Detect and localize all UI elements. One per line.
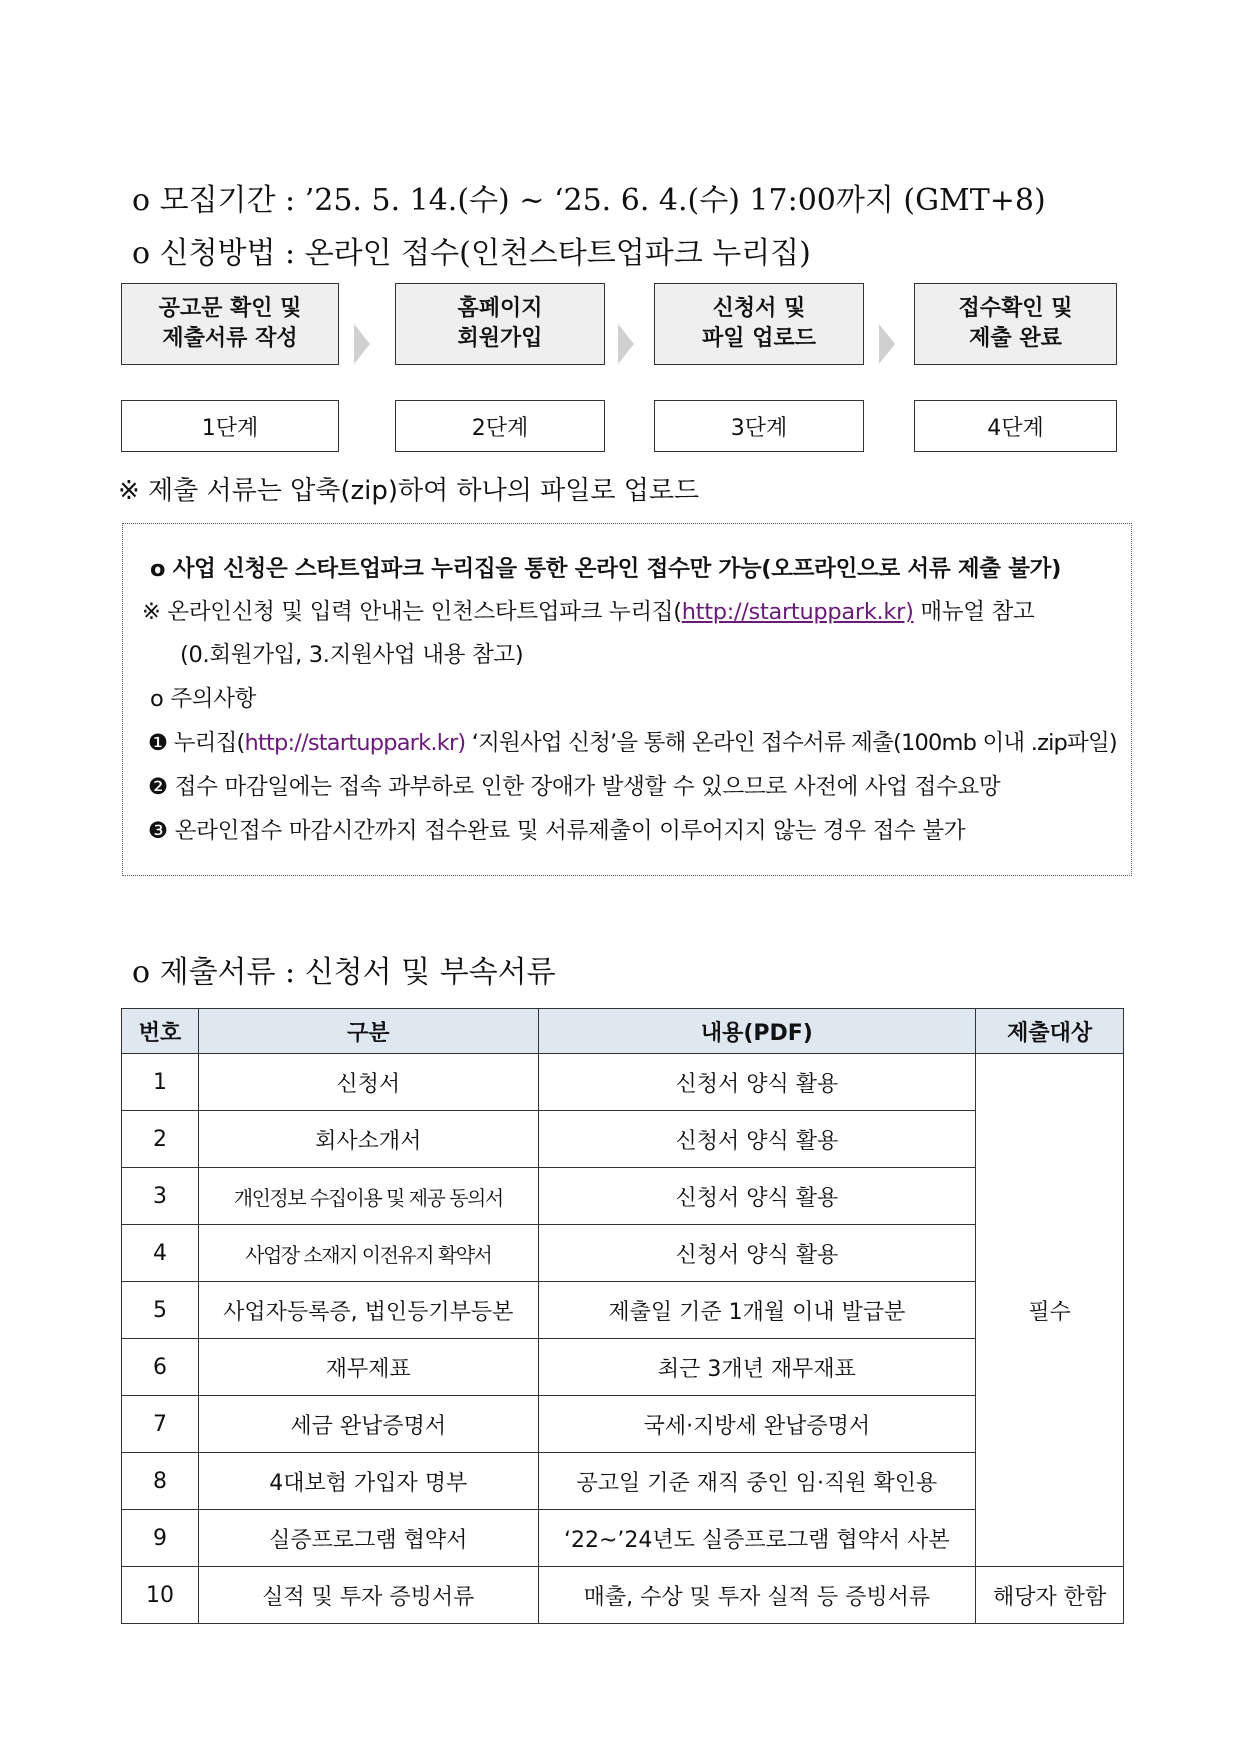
notice-online-only: o 사업 신청은 스타트업파크 누리집을 통한 온라인 접수만 가능(오프라인으로 서류 제출 불가) bbox=[150, 556, 1062, 582]
row-content: 신청서 양식 활용 bbox=[538, 1225, 976, 1282]
arrow-right-icon bbox=[616, 318, 638, 370]
row-no: 5 bbox=[122, 1282, 199, 1339]
number-3-icon: ❸ bbox=[148, 818, 168, 844]
row-no: 6 bbox=[122, 1339, 199, 1396]
notice-item-2-text: 접수 마감일에는 접속 과부하로 인한 장애가 발생할 수 있으므로 사전에 사업 접수요망 bbox=[174, 774, 1001, 800]
row-content: 최근 3개년 재무재표 bbox=[538, 1339, 976, 1396]
row-content: 신청서 양식 활용 bbox=[538, 1111, 976, 1168]
row-category: 회사소개서 bbox=[198, 1111, 538, 1168]
step-3-line2: 파일 업로드 bbox=[702, 326, 816, 351]
table-row bbox=[122, 1567, 1124, 1624]
notice-box bbox=[122, 523, 1132, 876]
step-1-line2: 제출서류 작성 bbox=[162, 326, 298, 351]
notice-item-1-prefix: 누리집( bbox=[173, 730, 245, 756]
notice-manual-suffix: 매뉴얼 참고 bbox=[913, 599, 1035, 625]
row-category: 4대보험 가입자 명부 bbox=[198, 1453, 538, 1510]
startuppark-link[interactable]: http://startuppark.kr) bbox=[244, 730, 466, 756]
row-content: 신청서 양식 활용 bbox=[538, 1054, 976, 1111]
step-3-label: 3단계 bbox=[654, 400, 864, 452]
row-category: 신청서 bbox=[198, 1054, 538, 1111]
row-category: 사업자등록증, 법인등기부등본 bbox=[198, 1282, 538, 1339]
notice-item-1 bbox=[148, 725, 1117, 757]
step-1-box bbox=[121, 283, 339, 365]
table-row bbox=[122, 1054, 1124, 1111]
step-2-label: 2단계 bbox=[395, 400, 605, 452]
row-target-required: 필수 bbox=[976, 1054, 1124, 1567]
notice-manual-prefix: ※ 온라인신청 및 입력 안내는 인천스타트업파크 누리집( bbox=[142, 599, 682, 625]
row-content: 제출일 기준 1개월 이내 발급분 bbox=[538, 1282, 976, 1339]
row-no: 10 bbox=[122, 1567, 199, 1624]
row-category: 실증프로그램 협약서 bbox=[198, 1510, 538, 1567]
row-category: 개인정보 수집이용 및 제공 동의서 bbox=[198, 1168, 538, 1225]
row-category: 재무제표 bbox=[198, 1339, 538, 1396]
notice-item-3 bbox=[148, 813, 965, 845]
step-2-box bbox=[395, 283, 605, 365]
table-row bbox=[122, 1396, 1124, 1453]
header-category: 구분 bbox=[198, 1009, 538, 1054]
row-content: 신청서 양식 활용 bbox=[538, 1168, 976, 1225]
number-2-icon: ❷ bbox=[148, 774, 168, 800]
step-3-box bbox=[654, 283, 864, 365]
row-content: 공고일 기준 재직 중인 임·직원 확인용 bbox=[538, 1453, 976, 1510]
row-no: 8 bbox=[122, 1453, 199, 1510]
row-no: 7 bbox=[122, 1396, 199, 1453]
table-header-row bbox=[122, 1009, 1124, 1054]
step-4-box bbox=[914, 283, 1117, 365]
table-row bbox=[122, 1510, 1124, 1567]
table-row bbox=[122, 1282, 1124, 1339]
header-content: 내용(PDF) bbox=[538, 1009, 976, 1054]
row-category: 세금 완납증명서 bbox=[198, 1396, 538, 1453]
step-4-line1: 접수확인 및 bbox=[958, 296, 1073, 321]
zip-note: ※ 제출 서류는 압축(zip)하여 하나의 파일로 업로드 bbox=[118, 476, 700, 506]
step-2-line2: 회원가입 bbox=[457, 326, 543, 351]
row-no: 4 bbox=[122, 1225, 199, 1282]
row-content: 국세·지방세 완납증명서 bbox=[538, 1396, 976, 1453]
header-target: 제출대상 bbox=[976, 1009, 1124, 1054]
notice-manual-ref: (0.회원가입, 3.지원사업 내용 참고) bbox=[180, 642, 524, 668]
table-row bbox=[122, 1225, 1124, 1282]
step-4-label: 4단계 bbox=[914, 400, 1117, 452]
table-row bbox=[122, 1111, 1124, 1168]
notice-item-2 bbox=[148, 769, 1000, 801]
step-1-label: 1단계 bbox=[121, 400, 339, 452]
documents-table bbox=[121, 1008, 1124, 1624]
number-1-icon: ❶ bbox=[148, 730, 168, 756]
table-row bbox=[122, 1339, 1124, 1396]
row-content: ‘22~’24년도 실증프로그램 협약서 사본 bbox=[538, 1510, 976, 1567]
row-no: 2 bbox=[122, 1111, 199, 1168]
notice-item-1-suffix: ‘지원사업 신청’을 통해 온라인 접수서류 제출(100mb 이내 .zip파일) bbox=[465, 730, 1117, 756]
row-category: 사업장 소재지 이전유지 확약서 bbox=[198, 1225, 538, 1282]
notice-caution-title: o 주의사항 bbox=[150, 686, 257, 712]
row-no: 1 bbox=[122, 1054, 199, 1111]
recruitment-period: o 모집기간 : ’25. 5. 14.(수) ~ ‘25. 6. 4.(수) 17:00까지 (GMT+8) bbox=[132, 183, 1046, 218]
row-no: 3 bbox=[122, 1168, 199, 1225]
step-3-line1: 신청서 및 bbox=[712, 296, 806, 321]
step-4-line2: 제출 완료 bbox=[969, 326, 1062, 351]
header-no: 번호 bbox=[122, 1009, 199, 1054]
row-target: 해당자 한함 bbox=[976, 1567, 1124, 1624]
notice-item-3-text: 온라인접수 마감시간까지 접수완료 및 서류제출이 이루어지지 않는 경우 접수 불가 bbox=[174, 818, 966, 844]
step-2-line1: 홈페이지 bbox=[457, 296, 543, 321]
row-content: 매출, 수상 및 투자 실적 등 증빙서류 bbox=[538, 1567, 976, 1624]
startuppark-link[interactable]: http://startuppark.kr) bbox=[681, 599, 914, 625]
arrow-right-icon bbox=[352, 318, 374, 370]
notice-manual-guide bbox=[142, 594, 1034, 626]
row-no: 9 bbox=[122, 1510, 199, 1567]
table-row bbox=[122, 1168, 1124, 1225]
arrow-right-icon bbox=[877, 318, 899, 370]
docs-title: o 제출서류 : 신청서 및 부속서류 bbox=[132, 955, 556, 990]
row-category: 실적 및 투자 증빙서류 bbox=[198, 1567, 538, 1624]
step-1-line1: 공고문 확인 및 bbox=[158, 296, 302, 321]
table-row bbox=[122, 1453, 1124, 1510]
application-method: o 신청방법 : 온라인 접수(인천스타트업파크 누리집) bbox=[132, 236, 811, 271]
